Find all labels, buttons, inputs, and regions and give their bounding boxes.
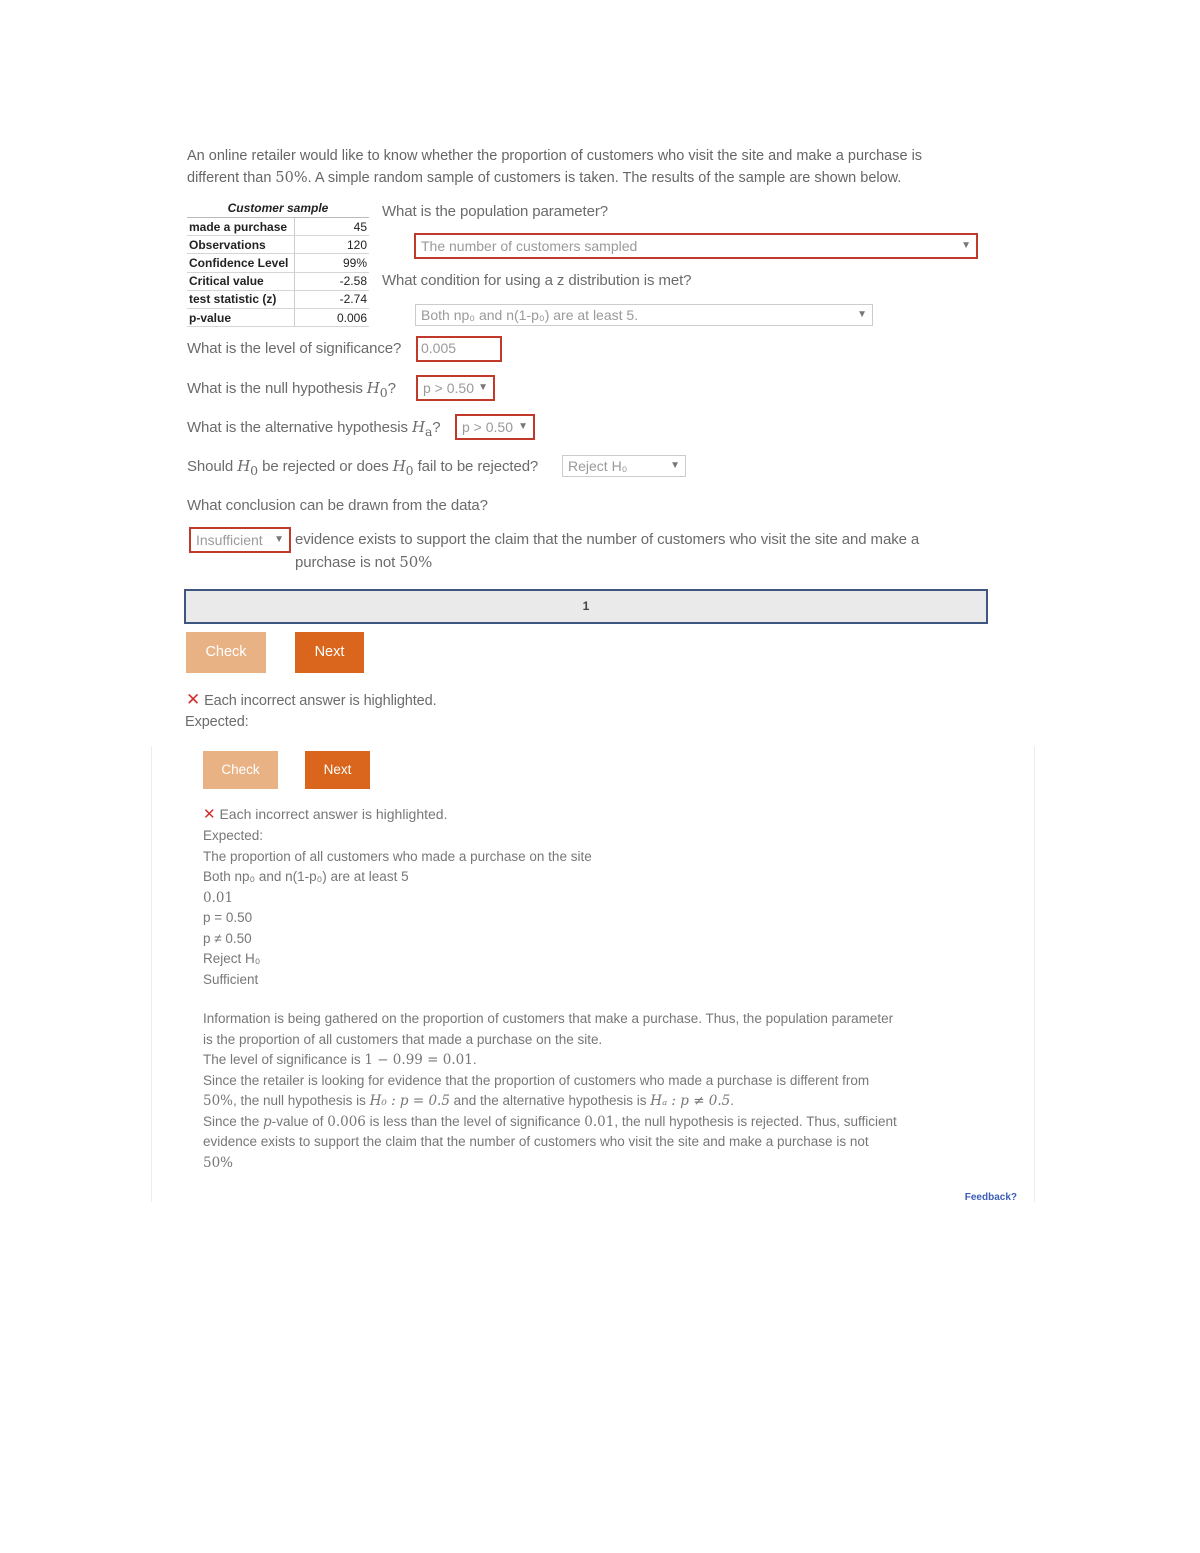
- row-value: 0.006: [295, 308, 370, 326]
- conclusion-line-2: [295, 551, 919, 574]
- math-expression: 0.006: [327, 1113, 366, 1130]
- explanation-line: is the proportion of all customers that made a purchase on the site.: [203, 1031, 603, 1047]
- label-text: be rejected or does: [258, 458, 393, 475]
- label-text: Should: [187, 458, 238, 475]
- table-row: [187, 272, 369, 290]
- h-symbol: H: [366, 379, 380, 397]
- row-value: 99%: [295, 254, 370, 272]
- alt-hypothesis-label: [187, 418, 441, 439]
- expected-answer: Sufficient: [203, 971, 259, 987]
- incorrect-text: Each incorrect answer is highlighted.: [204, 693, 437, 709]
- intro-line-2: [187, 167, 977, 189]
- label-text: What is the alternative hypothesis: [187, 419, 412, 436]
- row-label: p-value: [187, 308, 295, 326]
- significance-label: What is the level of significance?: [187, 340, 402, 357]
- expected-answer: Both np₀ and n(1-p₀) are at least 5: [203, 869, 409, 884]
- chevron-down-icon: ▼: [857, 309, 867, 320]
- row-value: -2.58: [295, 272, 370, 290]
- h-subscript: a: [424, 424, 433, 439]
- text: .: [730, 1093, 735, 1108]
- text: , the null hypothesis is: [233, 1093, 370, 1108]
- population-parameter-label: What is the population parameter?: [382, 203, 608, 220]
- intro-text: different than: [187, 170, 276, 186]
- question-intro: [187, 145, 977, 189]
- row-label: test statistic (z): [187, 290, 295, 308]
- text: The level of significance is: [203, 1052, 365, 1067]
- table-row: [187, 308, 369, 326]
- expected-answers: [203, 826, 592, 990]
- chevron-down-icon: ▼: [478, 382, 488, 393]
- h-symbol: H: [411, 418, 425, 436]
- next-button[interactable]: Next: [295, 632, 364, 673]
- explanation: [203, 1009, 943, 1173]
- alt-hypothesis-select[interactable]: [455, 414, 535, 440]
- conclusion-line-1: evidence exists to support the claim that the number of customers who visit the site and make a: [295, 531, 920, 548]
- x-mark-icon: ✕: [203, 806, 216, 823]
- text: and the alternative hypothesis is: [449, 1093, 651, 1108]
- table-caption: Customer sample: [187, 201, 369, 218]
- explanation-line: [203, 1091, 943, 1112]
- progress-label: 1: [582, 599, 590, 613]
- condition-label: What condition for using a z distribution is met?: [382, 272, 692, 289]
- label-text-end: fail to be rejected?: [413, 458, 539, 475]
- math-expression: 0.01: [584, 1113, 615, 1130]
- percent: 50%: [203, 1093, 234, 1109]
- row-value: 120: [295, 236, 370, 254]
- expected-answer: p ≠ 0.50: [203, 930, 252, 946]
- math-expression: 1 − 0.99 = 0.01: [364, 1052, 473, 1068]
- intro-line-1: An online retailer would like to know whether the proportion of customers who visit the site and make a purchase is: [187, 148, 923, 164]
- text: is less than the level of significance: [365, 1113, 585, 1129]
- chevron-down-icon: ▼: [518, 421, 528, 432]
- text: -value of: [271, 1113, 328, 1129]
- incorrect-feedback: [186, 690, 437, 710]
- row-label: made a purchase: [187, 218, 295, 236]
- table-row: [187, 290, 369, 308]
- incorrect-text: Each incorrect answer is highlighted.: [219, 806, 448, 822]
- selected-value: Both np₀ and n(1-p₀) are at least 5.: [421, 307, 639, 323]
- selected-value: p > 0.50: [423, 380, 474, 396]
- conclusion-text: [295, 529, 919, 574]
- reject-question-label: [187, 457, 538, 478]
- h-subscript: 0: [250, 463, 259, 478]
- panel-check-button[interactable]: Check: [203, 751, 278, 789]
- text: , the null hypothesis is rejected. Thus, sufficient: [614, 1113, 897, 1129]
- h-subscript: 0: [405, 463, 414, 478]
- explanation-line: evidence exists to support the claim that the number of customers who visit the site and make a purchase is not: [203, 1134, 869, 1149]
- selected-value: p > 0.50: [462, 419, 513, 435]
- explanation-line: 50%: [203, 1154, 234, 1171]
- table-row: [187, 218, 369, 236]
- table-row: [187, 236, 369, 254]
- row-label: Observations: [187, 236, 295, 254]
- row-value: 45: [295, 218, 370, 236]
- table-row: [187, 254, 369, 272]
- expected-heading: Expected:: [203, 828, 264, 843]
- h-subscript: 0: [379, 385, 388, 400]
- expected-answer: Reject H₀: [203, 951, 261, 966]
- selected-value: The number of customers sampled: [421, 238, 638, 254]
- conclusion-percent: 50%: [399, 553, 433, 571]
- label-text-end: ?: [387, 380, 396, 397]
- selected-value: Insufficient: [196, 532, 263, 548]
- explanation-line: Information is being gathered on the proportion of customers that make a purchase. Thus, the population parameter: [203, 1011, 894, 1026]
- chevron-down-icon: ▼: [670, 460, 680, 471]
- significance-input[interactable]: 0.005: [416, 336, 502, 362]
- selected-value: Reject H₀: [568, 458, 628, 474]
- expected-answer: p = 0.50: [203, 910, 253, 925]
- null-hypothesis-label: [187, 379, 396, 400]
- x-mark-icon: ✕: [186, 690, 201, 709]
- h-symbol: H: [392, 457, 406, 475]
- label-text-end: ?: [432, 419, 441, 436]
- text: .: [472, 1052, 477, 1067]
- panel-incorrect-feedback: [203, 805, 447, 823]
- conclusion-select[interactable]: [189, 527, 291, 553]
- null-hypothesis-select[interactable]: [416, 375, 495, 401]
- chevron-down-icon: ▼: [274, 534, 284, 545]
- text: Since the: [203, 1113, 264, 1129]
- row-label: Confidence Level: [187, 254, 295, 272]
- panel-next-button[interactable]: Next: [305, 751, 370, 789]
- conclusion-label: What conclusion can be drawn from the data?: [187, 497, 488, 514]
- math-expression: H₀ : p = 0.5: [369, 1093, 450, 1109]
- explanation-line: [203, 1050, 943, 1071]
- row-label: Critical value: [187, 272, 295, 290]
- reject-select[interactable]: [562, 455, 686, 477]
- h-symbol: H: [237, 457, 251, 475]
- check-button[interactable]: Check: [186, 632, 266, 673]
- expected-label: Expected:: [185, 714, 249, 730]
- math-expression: Hₐ : p ≠ 0.5: [650, 1093, 731, 1109]
- conclusion-text-pre: purchase is not: [295, 554, 400, 571]
- math-p: p: [263, 1113, 272, 1130]
- expected-answer: 0.01: [203, 889, 234, 906]
- chevron-down-icon: ▼: [961, 240, 971, 251]
- explanation-line: [203, 1112, 943, 1133]
- row-value: -2.74: [295, 290, 370, 308]
- intro-percent: 50%: [275, 170, 308, 186]
- population-parameter-select[interactable]: [414, 233, 978, 259]
- condition-select[interactable]: [415, 304, 873, 326]
- expected-answer: The proportion of all customers who made a purchase on the site: [203, 848, 592, 864]
- intro-text-end: . A simple random sample of customers is taken. The results of the sample are shown below.: [307, 170, 902, 186]
- feedback-link[interactable]: Feedback?: [964, 1192, 1017, 1203]
- customer-sample-table: [187, 201, 369, 327]
- label-text: What is the null hypothesis: [187, 380, 367, 397]
- explanation-line: Since the retailer is looking for evidence that the proportion of customers who made a purchase is different from: [203, 1072, 870, 1088]
- progress-bar[interactable]: [184, 589, 988, 624]
